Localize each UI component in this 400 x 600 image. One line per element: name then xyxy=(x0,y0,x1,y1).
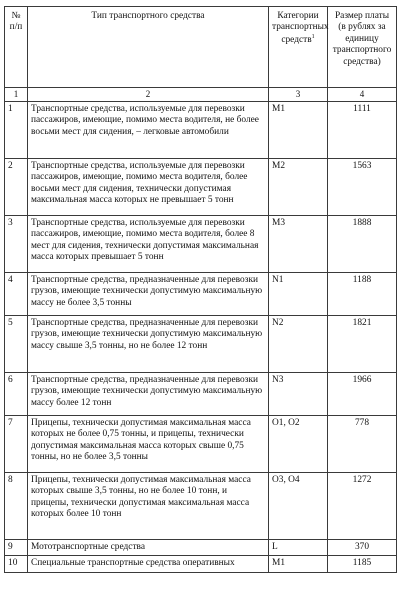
table-row xyxy=(5,101,397,158)
table-row xyxy=(5,272,397,315)
row-number: 9 xyxy=(5,539,28,555)
column-index: 3 xyxy=(269,88,328,102)
row-number: 1 xyxy=(5,101,28,158)
header-category-footnote: 1 xyxy=(311,33,315,40)
row-number: 8 xyxy=(5,472,28,539)
fee-amount: 1821 xyxy=(328,315,397,372)
vehicle-category: N2 xyxy=(269,315,328,372)
vehicle-category: N1 xyxy=(269,272,328,315)
row-number: 4 xyxy=(5,272,28,315)
row-number: 6 xyxy=(5,372,28,415)
table-row xyxy=(5,315,397,372)
vehicle-fee-table xyxy=(4,6,397,573)
table-row xyxy=(5,215,397,272)
vehicle-type: Мототранспортные средства xyxy=(28,539,269,555)
header-category-label: Категории транспортных средств xyxy=(272,11,329,46)
vehicle-type: Транспортные средства, предназначенные для перевозки грузов, имеющие технически допустимую максимальную массу не более 3,5 тонны xyxy=(28,272,269,315)
row-number: 10 xyxy=(5,556,28,572)
row-number: 3 xyxy=(5,215,28,272)
fee-amount: 370 xyxy=(328,539,397,555)
vehicle-type: Транспортные средства, предназначенные для перевозки грузов, имеющие технически допустимую максимальную массу свыше 3,5 тонны, но не более 12 тонн xyxy=(28,315,269,372)
vehicle-category: M1 xyxy=(269,556,328,572)
fee-amount: 1888 xyxy=(328,215,397,272)
column-index: 1 xyxy=(5,88,28,102)
table-header-row xyxy=(5,7,397,88)
fee-amount: 1188 xyxy=(328,272,397,315)
vehicle-category: L xyxy=(269,539,328,555)
column-index: 2 xyxy=(28,88,269,102)
table-row xyxy=(5,472,397,539)
vehicle-category: M3 xyxy=(269,215,328,272)
column-index: 4 xyxy=(328,88,397,102)
header-fee: Размер платы (в рублях за единицу транспортного средства) xyxy=(328,7,397,88)
vehicle-category: M1 xyxy=(269,101,328,158)
header-category xyxy=(269,7,328,88)
table-row xyxy=(5,372,397,415)
vehicle-category: M2 xyxy=(269,158,328,215)
vehicle-type: Транспортные средства, используемые для перевозки пассажиров, имеющие, помимо места водителя, более 8 мест для сидения, технически допустимая максимальная масса которых превышает 5 тонн xyxy=(28,215,269,272)
fee-amount: 1563 xyxy=(328,158,397,215)
fee-amount: 1111 xyxy=(328,101,397,158)
vehicle-category: N3 xyxy=(269,372,328,415)
header-number: № п/п xyxy=(5,7,28,88)
vehicle-type: Транспортные средства, используемые для перевозки пассажиров, имеющие, помимо места водителя, не более восьми мест для сидения, – легковые автомобили xyxy=(28,101,269,158)
fee-amount: 1185 xyxy=(328,556,397,572)
row-number: 2 xyxy=(5,158,28,215)
vehicle-type: Транспортные средства, предназначенные для перевозки грузов, имеющие технически допустимую максимальную массу более 12 тонн xyxy=(28,372,269,415)
vehicle-type: Транспортные средства, используемые для перевозки пассажиров, имеющие, помимо места водителя, более восьми мест для сидения, технически допустимая максимальная масса которых не превышает 5 тонн xyxy=(28,158,269,215)
table-row xyxy=(5,415,397,472)
vehicle-category: O1, O2 xyxy=(269,415,328,472)
table-row xyxy=(5,556,397,572)
fee-amount: 1272 xyxy=(328,472,397,539)
vehicle-category: O3, O4 xyxy=(269,472,328,539)
table-row xyxy=(5,158,397,215)
header-vehicle-type: Тип транспортного средства xyxy=(28,7,269,88)
fee-amount: 778 xyxy=(328,415,397,472)
table-row xyxy=(5,539,397,555)
fee-amount: 1966 xyxy=(328,372,397,415)
column-index-row xyxy=(5,88,397,102)
vehicle-type: Прицепы, технически допустимая максимальная масса которых свыше 3,5 тонны, но не более 10 тонн, и прицепы, технически допустимая максимальная масса которых более 10 тонн xyxy=(28,472,269,539)
vehicle-type: Специальные транспортные средства оперативных xyxy=(28,556,269,572)
row-number: 7 xyxy=(5,415,28,472)
row-number: 5 xyxy=(5,315,28,372)
vehicle-type: Прицепы, технически допустимая максимальная масса которых не более 0,75 тонны, и прицепы, технически допустимая максимальная масса которых свыше 0,75 тонны, но не более 3,5 тонны xyxy=(28,415,269,472)
